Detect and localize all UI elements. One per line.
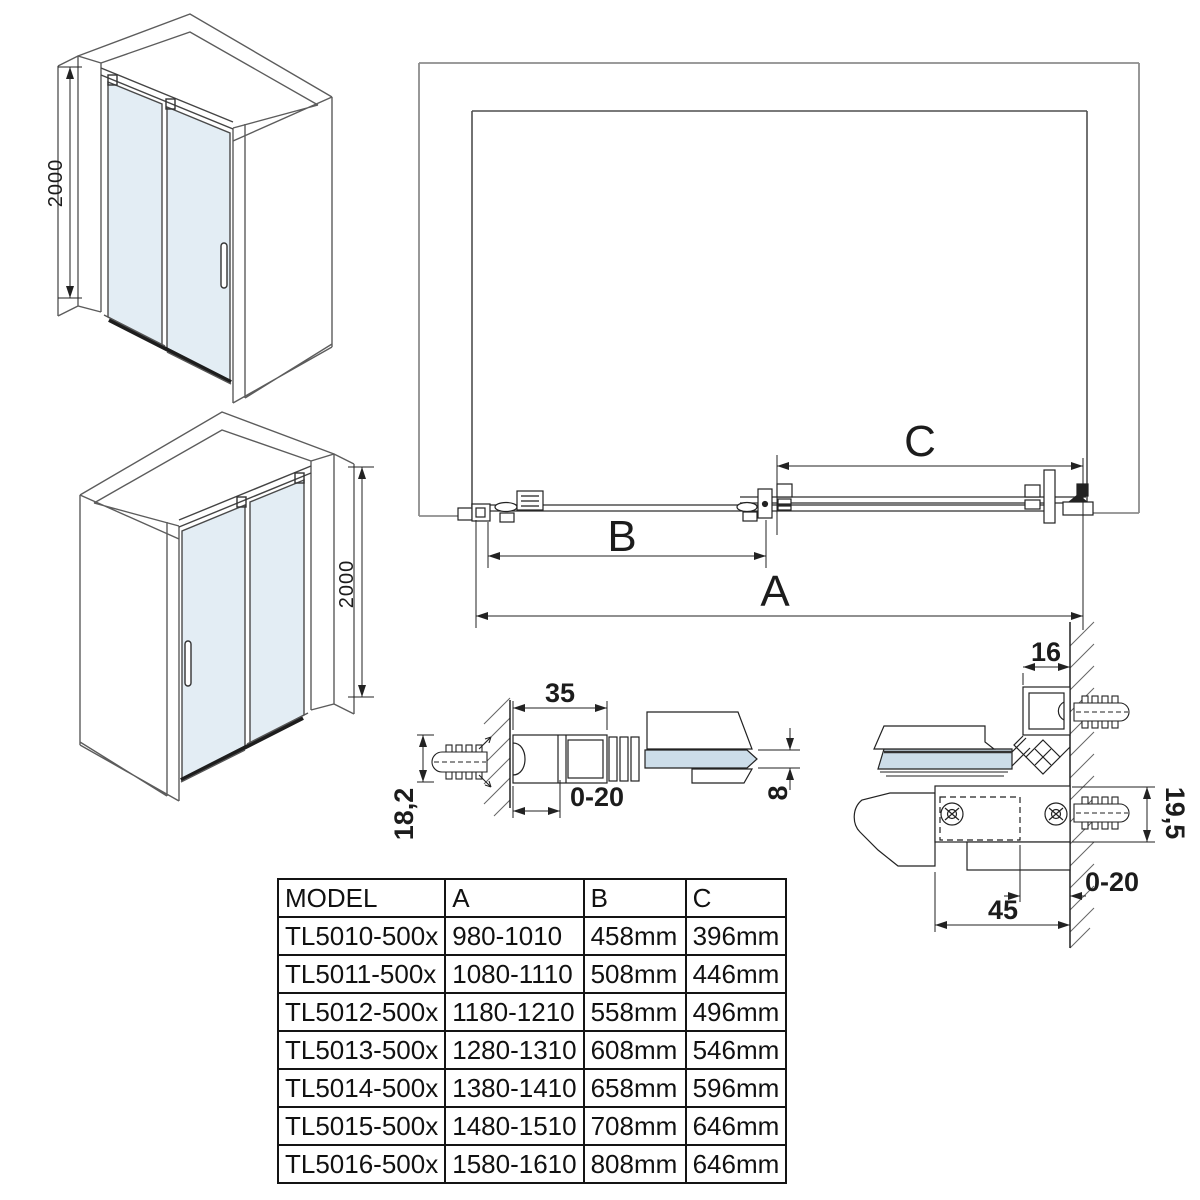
door-profile-bottom <box>692 769 752 783</box>
c-cell: 396mm <box>686 917 787 955</box>
c-cell: 596mm <box>686 1069 787 1107</box>
profile-width-label: 35 <box>544 678 576 708</box>
b-cell: 808mm <box>584 1145 686 1183</box>
roller-carriage-middle <box>737 484 792 521</box>
detail-magnet-profile <box>854 622 1190 948</box>
wall-profile-section <box>513 735 639 783</box>
b-cell: 608mm <box>584 1031 686 1069</box>
wall-anchor-icon <box>1074 696 1129 728</box>
model-cell: TL5011-500x <box>278 955 445 993</box>
bracket-width-label: 45 <box>987 895 1019 925</box>
shower-unit-mirrored <box>80 412 354 801</box>
model-cell: TL5016-500x <box>278 1145 445 1183</box>
floor-bracket-section <box>854 786 1070 870</box>
outer-wall-outline <box>419 63 1139 516</box>
iso-front-height-label: 2000 <box>45 158 67 208</box>
detail-wall-profile <box>389 678 800 840</box>
square-profile-section <box>1023 687 1070 735</box>
spec-table-header-row <box>278 879 786 917</box>
wall-anchor-icon <box>432 737 491 787</box>
table-row <box>278 993 786 1031</box>
model-cell: TL5013-500x <box>278 1031 445 1069</box>
inner-wall-outline <box>472 111 1087 507</box>
table-row <box>278 1031 786 1069</box>
spec-table <box>277 878 787 1184</box>
profile-depth-label: 18,2 <box>389 787 419 841</box>
c-cell: 496mm <box>686 993 787 1031</box>
a-cell: 1580-1610 <box>445 1145 583 1183</box>
glass-panel-fixed <box>108 82 162 346</box>
table-row <box>278 955 786 993</box>
c-cell: 646mm <box>686 1145 787 1183</box>
a-cell: 1180-1210 <box>445 993 583 1031</box>
col-header-b: B <box>584 879 686 917</box>
table-row <box>278 1069 786 1107</box>
table-row <box>278 1107 786 1145</box>
model-cell: TL5012-500x <box>278 993 445 1031</box>
c-cell: 446mm <box>686 955 787 993</box>
a-cell: 1480-1510 <box>445 1107 583 1145</box>
wall-anchor-icon <box>1074 797 1129 829</box>
handle-top-view <box>1044 470 1055 523</box>
col-header-model: MODEL <box>278 879 445 917</box>
table-row <box>278 917 786 955</box>
dim-label-c: C <box>904 417 936 466</box>
glass-section <box>645 750 757 768</box>
roller-carriage-left <box>495 491 543 522</box>
wall-profile-left <box>458 504 490 521</box>
b-cell: 558mm <box>584 993 686 1031</box>
col-header-a: A <box>445 879 583 917</box>
a-cell: 980-1010 <box>445 917 583 955</box>
glass-thickness-label: 8 <box>763 785 793 801</box>
dim-label-b: B <box>607 512 637 561</box>
b-cell: 708mm <box>584 1107 686 1145</box>
door-profile-section <box>874 726 994 749</box>
model-cell: TL5010-500x <box>278 917 445 955</box>
a-cell: 1380-1410 <box>445 1069 583 1107</box>
adjustment-label: 0-20 <box>569 782 625 812</box>
wall-hatching <box>484 698 510 816</box>
door-profile-top <box>647 712 752 749</box>
bottom-gasket-lines <box>880 772 1008 776</box>
adjustment-label: 0-20 <box>1084 867 1140 897</box>
table-row <box>278 1145 786 1183</box>
shower-unit-line-art <box>58 14 332 403</box>
c-cell: 546mm <box>686 1031 787 1069</box>
c-cell: 646mm <box>686 1107 787 1145</box>
b-cell: 658mm <box>584 1069 686 1107</box>
dim-label-a: A <box>760 567 790 616</box>
b-cell: 508mm <box>584 955 686 993</box>
a-cell: 1280-1310 <box>445 1031 583 1069</box>
model-cell: TL5014-500x <box>278 1069 445 1107</box>
a-cell: 1080-1110 <box>445 955 583 993</box>
profile-depth-label: 19,5 <box>1160 786 1190 840</box>
profile-width-label: 16 <box>1030 637 1062 667</box>
magnet-seal-icon <box>1012 736 1070 774</box>
side-wall-edges <box>233 97 332 403</box>
b-cell: 458mm <box>584 917 686 955</box>
plan-view <box>419 63 1139 630</box>
col-header-c: C <box>686 879 787 917</box>
iso-back-height-label: 2000 <box>336 559 358 609</box>
door-handle <box>221 243 227 288</box>
model-cell: TL5015-500x <box>278 1107 445 1145</box>
